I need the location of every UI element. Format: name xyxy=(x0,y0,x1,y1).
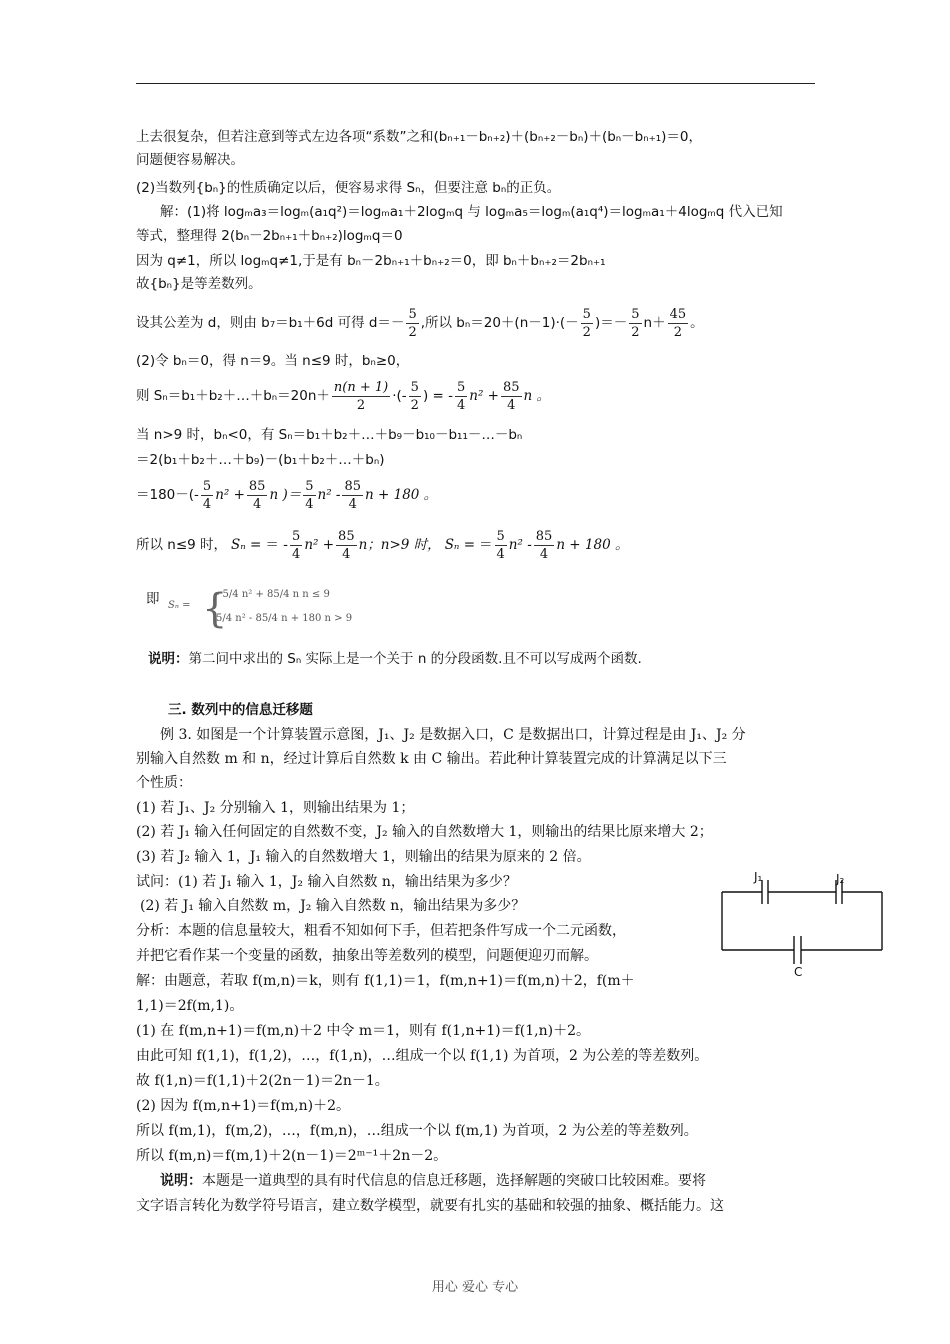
fraction: $\frac{5}{2}$ xyxy=(582,306,591,340)
formula-line: 设其公差为 d，则由 b₇＝b₁＋6d 可得 d＝－ $\frac{5}{2}$ ,所以 bₙ＝20＋(n－1)·(－ $\frac{5}{2}$ )＝－ $\frac{5}{2}$ n＋ $\frac{45}{2}$ 。 xyxy=(136,306,704,340)
text-line: 所以 f(m,1)，f(m,2)，…，f(m,n)，…组成一个以 f(m,1) 为首项，2 为公差的等差数列。 xyxy=(136,1123,698,1139)
text-line: 并把它看作某一个变量的函数，抽象出等差数列的模型，问题便迎刃而解。 xyxy=(136,948,598,964)
text-line: (1) 若 J₁、J₂ 分别输入 1，则输出结果为 1； xyxy=(136,800,415,816)
note-line: 说明：第二问中求出的 Sₙ 实际上是一个关于 n 的分段函数.且不可以写成两个函数. xyxy=(148,651,642,667)
fraction: $\frac{5}{2}$ xyxy=(410,379,419,413)
fraction: $\frac{5}{4}$ xyxy=(456,379,466,413)
fraction: $\frac{45}{2}$ xyxy=(669,306,687,340)
header-rule xyxy=(136,83,815,84)
text-line: 个性质： xyxy=(136,775,192,791)
text-line: (2)令 bₙ＝0，得 n＝9。当 n≤9 时，bₙ≥0， xyxy=(136,353,410,369)
text-line: (2) 因为 f(m,n+1)＝f(m,n)＋2。 xyxy=(136,1098,350,1114)
text-line: 试问：(1) 若 J₁ 输入 1，J₂ 输入自然数 n，输出结果为多少？ xyxy=(136,874,517,890)
text-line: 问题便容易解决。 xyxy=(136,152,244,168)
text-line: 因为 q≠1，所以 logₘq≠1,于是有 bₙ－2bₙ₊₁＋bₙ₊₂＝0，即 bₙ＋bₙ₊₂＝2bₙ₊₁ xyxy=(136,253,606,269)
text-line: 1,1)＝2f(m,1)。 xyxy=(136,998,244,1014)
fraction: $\frac{5}{4}$ xyxy=(496,528,505,562)
fraction: $\frac{5}{2}$ xyxy=(408,306,417,340)
section-title: 三. 数列中的信息迁移题 xyxy=(168,702,313,718)
page-footer: 用心 爱心 专心 xyxy=(431,1280,519,1295)
text-line: 解：由题意，若取 f(m,n)＝k，则有 f(1,1)＝1，f(m,n+1)＝f(m,n)＋2，f(m＋ xyxy=(136,973,635,989)
text-line: (2) 若 J₁ 输入任何固定的自然数不变，J₂ 输入的自然数增大 1，则输出的结果比原来增大 2； xyxy=(136,824,713,840)
text-line: 等式，整理得 2(bₙ－2bₙ₊₁＋bₙ₊₂)logₘq＝0 xyxy=(136,228,403,244)
fraction: $\frac{5}{2}$ xyxy=(631,306,640,340)
fraction: $\frac{5}{4}$ xyxy=(305,478,314,512)
ji-label: 即 xyxy=(146,591,160,607)
fraction: $\frac{5}{4}$ xyxy=(292,528,301,562)
text-line: 上去很复杂，但若注意到等式左边各项“系数”之和(bₙ₊₁－bₙ₊₂)＋(bₙ₊₂－bₙ)＋(bₙ－bₙ₊₁)＝0， xyxy=(136,129,703,145)
fraction: $\frac{85}{4}$ xyxy=(502,379,520,413)
fraction: $\frac{5}{4}$ xyxy=(202,478,212,512)
text-line: 文字语言转化为数学符号语言，建立数学模型，就要有扎实的基础和较强的抽象、概括能力。这 xyxy=(136,1198,724,1214)
text-line: 故{bₙ}是等差数列。 xyxy=(136,276,262,292)
fraction: $\frac{85}{4}$ xyxy=(344,478,362,512)
text-line: 分析：本题的信息量较大，粗看不知如何下手，但若把条件写成一个二元函数， xyxy=(136,923,626,939)
text-line: (2) 若 J₁ 输入自然数 m，J₂ 输入自然数 n，输出结果为多少？ xyxy=(140,898,526,914)
formula-line: 则 Sₙ＝b₁＋b₂＋…＋bₙ＝20n＋ $\frac{n(n + 1)}{2}$ ·(- $\frac{5}{2}$ ) = - $\frac{5}{4}$ n² + $\frac{85}{4}$ n 。 xyxy=(136,379,551,413)
fraction: $\frac{n(n + 1)}{2}$ xyxy=(333,379,389,413)
j1-label: J₁ xyxy=(754,870,763,884)
j2-label: J₂ xyxy=(836,872,845,886)
text-line: ＝2(b₁＋b₂＋…＋b₉)－(b₁＋b₂＋…＋bₙ) xyxy=(136,452,385,468)
text-line: (1) 在 f(m,n+1)＝f(m,n)＋2 中令 m＝1，则有 f(1,n+1)＝f(1,n)＋2。 xyxy=(136,1023,591,1039)
brace-icon: { xyxy=(202,586,228,632)
formula-line: ＝180－(- $\frac{5}{4}$ n² + $\frac{85}{4}$ n )＝ $\frac{5}{4}$ n² - $\frac{85}{4}$ n + 180 。 xyxy=(136,478,438,512)
text-line: 别输入自然数 m 和 n，经过计算后自然数 k 由 C 输出。若此种计算装置完成的计算满足以下三 xyxy=(136,751,727,767)
text-line: (3) 若 J₂ 输入 1，J₁ 输入的自然数增大 1，则输出的结果为原来的 2 倍。 xyxy=(136,849,591,865)
text-line: 所以 f(m,n)＝f(m,1)＋2(n－1)＝2ᵐ⁻¹＋2n－2。 xyxy=(136,1148,448,1164)
text-line: 解：(1)将 logₘa₃＝logₘ(a₁q²)＝logₘa₁＋2logₘq 与 logₘa₅＝logₘ(a₁q⁴)＝logₘa₁＋4logₘq 代入已知 xyxy=(160,204,783,220)
text-line: (2)当数列{bₙ}的性质确定以后，便容易求得 Sₙ，但要注意 bₙ的正负。 xyxy=(136,180,561,196)
note-line: 说明：本题是一道典型的具有时代信息的信息迁移题，选择解题的突破口比较困难。要将 xyxy=(160,1173,706,1189)
text-line: 故 f(1,n)＝f(1,1)＋2(2n－1)＝2n－1。 xyxy=(136,1073,389,1089)
fraction: $\frac{85}{4}$ xyxy=(535,528,553,562)
fraction: $\frac{85}{4}$ xyxy=(338,528,355,562)
formula-line: 所以 n≤9 时， Sₙ = ＝ - $\frac{5}{4}$ n² + $\frac{85}{4}$ n；n>9 时， Sₙ = ＝ $\frac{5}{4}$ n² - $\frac{85}{4}$ n + 180 。 xyxy=(136,528,629,562)
text-line: 当 n>9 时，bₙ<0，有 Sₙ＝b₁＋b₂＋…＋b₉－b₁₀－b₁₁－…－bₙ xyxy=(136,427,523,443)
circuit-diagram xyxy=(718,868,888,978)
piecewise-formula: Sₙ = { - 5/4 n² + 85/4 n n ≤ 9 5/4 n² - 85/4 n + 180 n > 9 xyxy=(168,586,353,632)
text-line: 由此可知 f(1,1)，f(1,2)，…，f(1,n)，…组成一个以 f(1,1) 为首项，2 为公差的等差数列。 xyxy=(136,1048,709,1064)
c-label: C xyxy=(794,965,803,978)
text-line: 例 3. 如图是一个计算装置示意图，J₁、J₂ 是数据入口，C 是数据出口，计算过程是由 J₁、J₂ 分 xyxy=(160,727,746,743)
fraction: $\frac{85}{4}$ xyxy=(248,478,266,512)
